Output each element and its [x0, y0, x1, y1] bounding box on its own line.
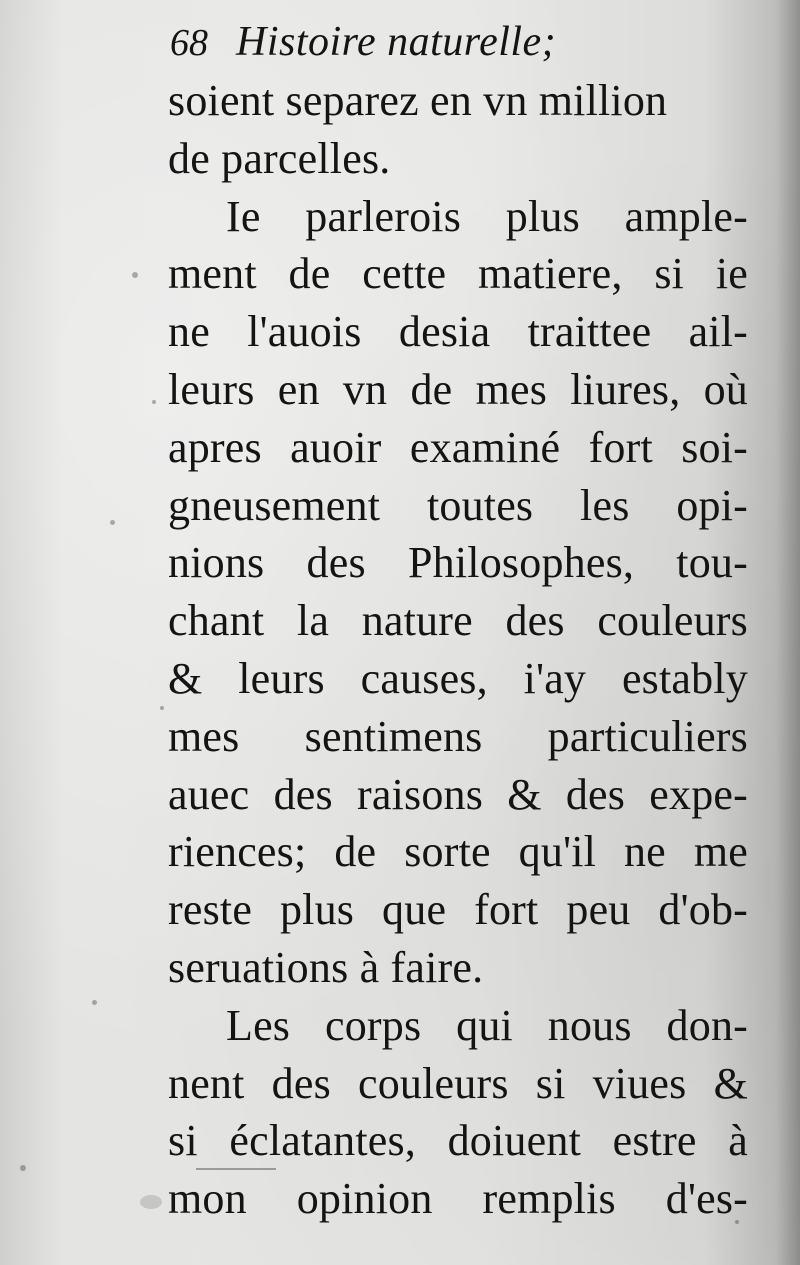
- text-line: nent des couleurs si viues &: [168, 1058, 748, 1108]
- text-line: auec des raisons & des expe-: [168, 769, 748, 819]
- text-line: de parcelles.: [168, 133, 391, 183]
- paper-speck: [132, 272, 138, 278]
- text-line: reste plus que fort peu d'ob-: [168, 885, 748, 935]
- text-line: nions des Philosophes, tou-: [168, 538, 748, 588]
- text-line: Ie parlerois plus ample-: [226, 191, 748, 241]
- text-line: seruations à faire.: [168, 942, 484, 992]
- paper-speck: [160, 706, 164, 710]
- paper-speck: [92, 1000, 97, 1005]
- text-line: mes sentimens particuliers: [168, 711, 748, 761]
- page-number: 68: [170, 22, 208, 64]
- text-line: chant la nature des couleurs: [168, 596, 748, 646]
- text-line: Les corps qui nous don-: [226, 1000, 748, 1050]
- body-text: [168, 72, 748, 1228]
- paper-speck: [152, 400, 156, 404]
- text-line: soient separez en vn million: [168, 76, 668, 125]
- text-line: & leurs causes, i'ay estably: [168, 653, 748, 703]
- text-line: gneusement toutes les opi-: [168, 480, 748, 530]
- paper-speck: [110, 520, 115, 525]
- text-line: ne l'auois desia traittee ail-: [168, 307, 748, 357]
- text-line: leurs en vn de mes liures, où: [168, 364, 748, 414]
- text-line: mon opinion remplis d'es-: [168, 1174, 748, 1224]
- catchword-rule: [196, 1168, 276, 1170]
- paper-speck: [20, 1165, 26, 1171]
- text-line: ment de cette matiere, si ie: [168, 249, 748, 299]
- paper-stain: [140, 1195, 162, 1209]
- text-line: si éclatantes, doiuent estre à: [168, 1116, 748, 1166]
- page-header: [170, 18, 750, 76]
- running-head: Histoire naturelle;: [236, 19, 557, 65]
- text-line: riences; de sorte qu'il ne me: [168, 827, 748, 877]
- text-line: apres auoir examiné fort soi-: [168, 422, 748, 472]
